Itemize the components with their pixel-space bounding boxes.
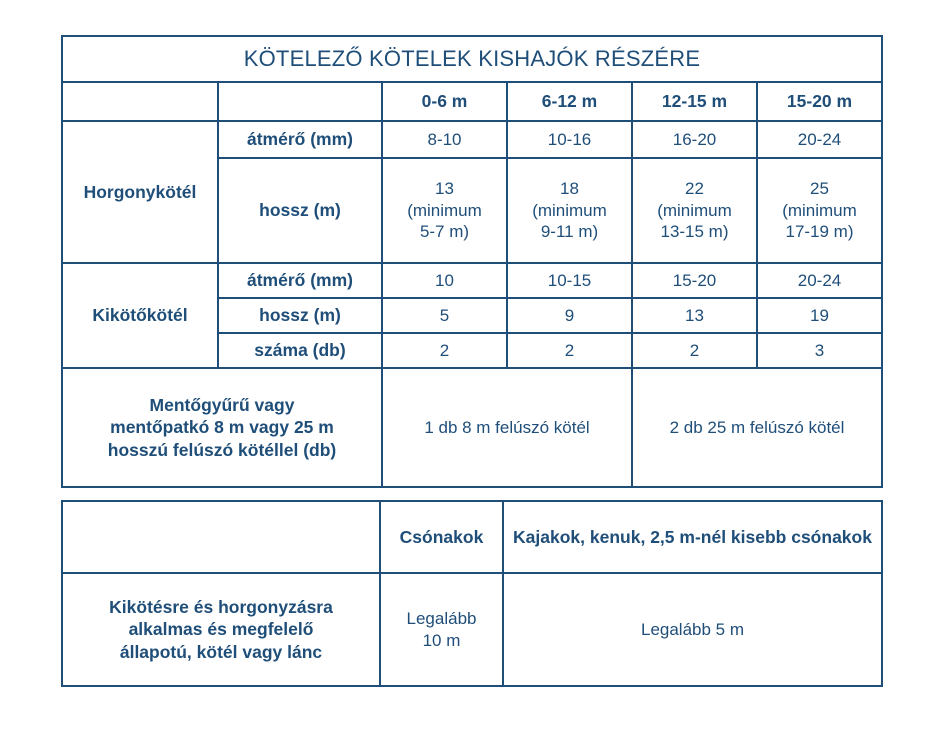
value-cell: 2 (632, 333, 757, 368)
table-header-row (62, 82, 882, 121)
sub-label-kikotokotel-hossz: hossz (m) (218, 298, 382, 333)
value-cell: 13 (minimum 5-7 m) (382, 158, 507, 263)
header-blank-sub (218, 82, 382, 121)
value-cell: 10-16 (507, 121, 632, 158)
column-header-size-15-20m: 15-20 m (757, 82, 882, 121)
value-cell: 20-24 (757, 121, 882, 158)
boats-requirements-table (61, 500, 883, 687)
row-label-mentogyuru: Mentőgyűrű vagy mentőpatkó 8 m vagy 25 m hosszú felúszó kötéllel (db) (62, 368, 382, 487)
value-cell-life-ring-large: 2 db 25 m felúszó kötél (632, 368, 882, 487)
value-cell: 19 (757, 298, 882, 333)
group-label-horgonykotel: Horgonykötél (62, 121, 218, 263)
table-title-row (62, 36, 882, 82)
table-row (62, 121, 882, 158)
value-cell: 13 (632, 298, 757, 333)
sub-label-kikotokotel-atmero: átmérő (mm) (218, 263, 382, 298)
sub-label-horgonykotel-hossz: hossz (m) (218, 158, 382, 263)
table-row-life-ring (62, 368, 882, 487)
value-cell: 20-24 (757, 263, 882, 298)
value-cell: 2 (507, 333, 632, 368)
value-cell: 9 (507, 298, 632, 333)
column-header-size-12-15m: 12-15 m (632, 82, 757, 121)
value-cell-life-ring-small: 1 db 8 m felúszó kötél (382, 368, 632, 487)
sub-label-horgonykotel-atmero: átmérő (mm) (218, 121, 382, 158)
value-cell: 22 (minimum 13-15 m) (632, 158, 757, 263)
column-header-size-6-12m: 6-12 m (507, 82, 632, 121)
value-cell: 3 (757, 333, 882, 368)
page-title: KÖTELEZŐ KÖTELEK KISHAJÓK RÉSZÉRE (62, 36, 882, 82)
table-row (62, 573, 882, 686)
group-label-kikotokotel: Kikötőkötél (62, 263, 218, 368)
row-label-kikotesre-horgonyzasra: Kikötésre és horgonyzásra alkalmas és megfelelő állapotú, kötél vagy lánc (62, 573, 380, 686)
column-header-kajakok-kenuk: Kajakok, kenuk, 2,5 m-nél kisebb csónakok (503, 501, 882, 573)
table-header-row (62, 501, 882, 573)
sub-label-kikotokotel-szama: száma (db) (218, 333, 382, 368)
column-header-csonakok: Csónakok (380, 501, 503, 573)
value-cell: 5 (382, 298, 507, 333)
value-cell: 25 (minimum 17-19 m) (757, 158, 882, 263)
mandatory-ropes-table (61, 35, 883, 488)
table-row (62, 263, 882, 298)
value-cell: 10-15 (507, 263, 632, 298)
header-blank-group (62, 82, 218, 121)
value-cell: 2 (382, 333, 507, 368)
value-cell: 18 (minimum 9-11 m) (507, 158, 632, 263)
value-cell: 8-10 (382, 121, 507, 158)
value-cell: 15-20 (632, 263, 757, 298)
value-cell: 10 (382, 263, 507, 298)
value-cell-kajakok: Legalább 5 m (503, 573, 882, 686)
header-blank-label (62, 501, 380, 573)
value-cell: 16-20 (632, 121, 757, 158)
column-header-size-0-6m: 0-6 m (382, 82, 507, 121)
value-cell-csonakok: Legalább 10 m (380, 573, 503, 686)
